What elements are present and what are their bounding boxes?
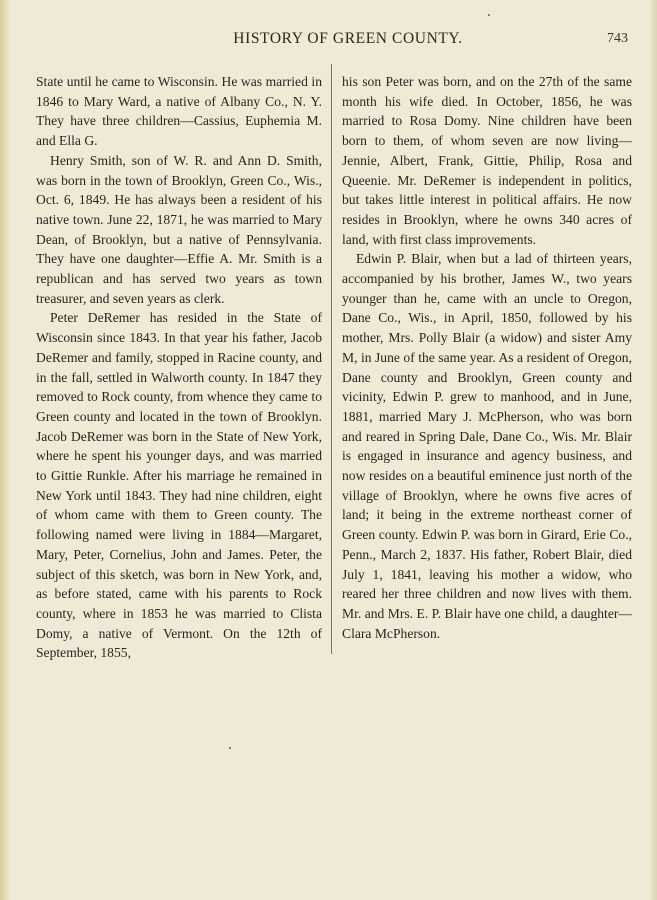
left-column: [36, 72, 322, 663]
page-number: 743: [607, 31, 628, 46]
page-header: [58, 30, 638, 56]
running-title: HISTORY OF GREEN COUNTY.: [233, 30, 463, 47]
paragraph-edwin-blair: Edwin P. Blair, when but a lad of thirteen years, accompanied by his brother, James W., two years younger than he, came with an uncle to Oregon, Dane Co., Wis., in April, 1850, followed by his mother, Mrs. Polly Blair (a widow) and sister Amy M, in June of the same year. As a resident of Oregon, Dane county and Brooklyn, Green county and vicinity, Edwin P. grew to manhood, and in June, 1881, married Mary J. McPherson, who was born and reared in Spring Dale, Dane Co., Wis. Mr. Blair is engaged in insurance and agency business, and now resides on a beautiful eminence just north of the village of Brooklyn, where he owns five acres of land; it being in the extreme northeast corner of Green county. Edwin P. was born in Girard, Erie Co., Penn., March 2, 1837. His father, Robert Blair, died July 1, 1841, leaving his mother a widow, who reared her three children and now lives with them. Mr. and Mrs. E. P. Blair have one child, a daughter—Clara McPherson.: [342, 251, 632, 641]
page-edge-right: [649, 0, 657, 900]
right-column: [342, 72, 632, 643]
paper-speck: [229, 747, 231, 749]
paragraph-deremer-continued: his son Peter was born, and on the 27th of the same month his wife died. In October, 1856, he was married to Rosa Domy. Nine children have been born to them, of whom seven are now living—Jennie, Albert, Frank, Gittie, Philip, Rosa and Queenie. Mr. DeRemer is independent in politics, but takes little interest in political affairs. He now resides in Brooklyn, where he owns 340 acres of land, with first class improvements.: [342, 74, 632, 247]
page-edge-left: [0, 0, 10, 900]
paragraph-henry-smith: Henry Smith, son of W. R. and Ann D. Smith, was born in the town of Brooklyn, Green Co., Wis., Oct. 6, 1849. He has always been a resident of his native town. June 22, 1871, he was married to Mary Dean, of Brooklyn, but a native of Pennsylvania. They have one daughter—Effie A. Mr. Smith is a republican and has served two years as town treasurer, and seven years as clerk.: [36, 152, 322, 306]
paragraph-ward-family: State until he came to Wisconsin. He was married in 1846 to Mary Ward, a native of Albany Co., N. Y. They have three children—Cassius, Euphemia M. and Ella G.: [36, 74, 322, 149]
column-divider: [331, 64, 332, 654]
paper-speck: [488, 14, 490, 16]
paragraph-peter-deremer: Peter DeRemer has resided in the State of Wisconsin since 1843. In that year his father, Jacob DeRemer and family, stopped in Racine county, and in the fall, settled in Walworth county. In 1847 they removed to Rock county, from whence they came to Green county and located in the town of Brooklyn. Jacob DeRemer was born in the State of New York, where he spent his younger days, and was married to Gittie Runkle. After his marriage he remained in New York until 1843. They had nine children, eight of whom came with them to Green county. The following named were living in 1884—Margaret, Mary, Peter, Cornelius, John and James. Peter, the subject of this sketch, was born in New York, and, as before stated, came with his parents to Rock county, where in 1853 he was married to Clista Domy, a native of Vermont. On the 12th of September, 1855,: [36, 310, 322, 661]
